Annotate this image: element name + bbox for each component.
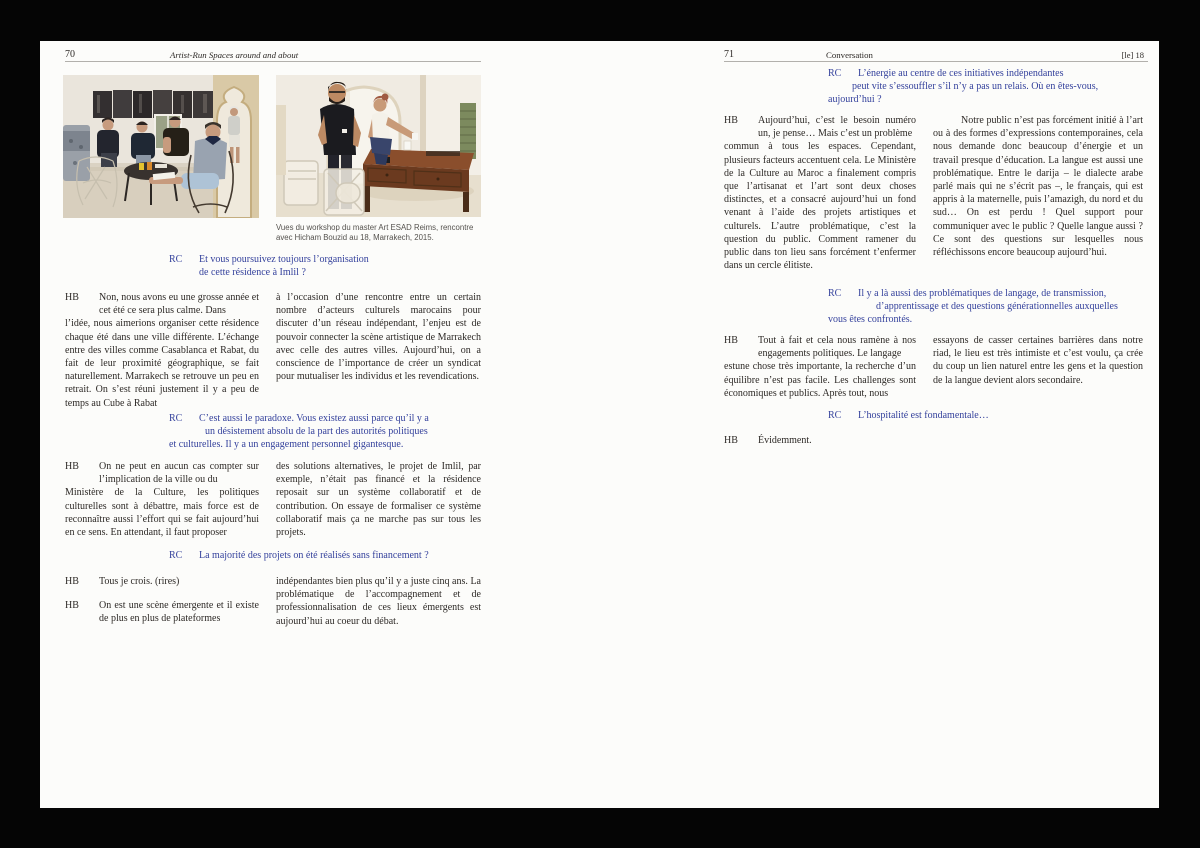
speaker-rc-label: RC — [828, 68, 842, 79]
question-line: L’hospitalité est fondamentale… — [858, 410, 989, 421]
answer-lead: Tout à fait et cela nous ramène à nos engagements politiques. Le langage — [758, 335, 916, 360]
question-line: d’apprentissage et des questions générationnelles auxquelles — [876, 301, 1118, 313]
question-block — [828, 287, 1118, 327]
speaker-hb-label: HB — [65, 576, 79, 587]
answer-lead: Évidemment. — [758, 435, 812, 446]
book-spread — [40, 41, 1159, 808]
answer-text: Ministère de la Culture, les politiques culturelles sont à débattre, mais force est de reconnaître aussi l’effort qui se fait aujourd’hui en ce sens. En attendant, il faut proposer — [65, 487, 259, 539]
question-line: et culturelles. Il y a un engagement personnel gigantesque. — [169, 439, 404, 451]
answer-column-1 — [724, 114, 916, 272]
question-line: La majorité des projets on été réalisés sans financement ? — [199, 550, 429, 561]
speaker-hb-label: HB — [65, 461, 79, 472]
question-line: Il y a là aussi des problématiques de langage, de transmission, — [858, 288, 1107, 299]
question-line: de cette résidence à Imlil ? — [199, 267, 306, 279]
speaker-hb-label: HB — [65, 600, 79, 612]
question-block — [828, 409, 989, 422]
speaker-rc-label: RC — [169, 550, 183, 561]
answer-block — [40, 460, 1159, 539]
photo-caption: Vues du workshop du master Art ESAD Reims, rencontre avec Hicham Bouzid au 18, Marrakech, 2015. — [276, 223, 474, 242]
answer-block — [40, 434, 1159, 447]
answer-lead: On est une scène émergente et il existe de plus en plus de plateformes — [99, 600, 259, 625]
answer-column-2: Notre public n’est pas forcément initié à l’art ou à des formes d’expressions contemporaines, cela nous demande donc beaucoup d’énergie et un travail presque d’éducation. La langue est aussi une problématique. Entre le darija – le dialecte arabe parlé mais qui ne s’écrit pas –, le français, qui est appris à la maternelle, puis l’amazigh, du nord et du sud… On est perdu ! Quel support pour communiquer avec le public ? Quelle langue aussi ? Ce sont des questions sur lesquelles nous réfléchissons encore beaucoup aujourd’hui. — [933, 115, 1143, 259]
question-line: C’est aussi le paradoxe. Vous existez aussi parce qu’il y a — [199, 413, 429, 424]
answer-column-2: essayons de casser certaines barrières dans notre riad, le lieu est très intimiste et c’est voulu, ça crée du coup un lien naturel entre les gens et la question de la langue devient alors secondaire. — [933, 335, 1143, 386]
header-rule-right — [724, 61, 1148, 62]
answer-column-2: indépendantes bien plus qu’il y a juste cinq ans. La problématique de l’accompagnement et de professionnalisation de ces lieux émergents est aujourd’hui au coeur du débat. — [276, 576, 481, 627]
answer-column-2: à l’occasion d’une rencontre entre un certain nombre d’acteurs culturels marocains pour discuter d’un réseau indépendant, l’enjeu est de pouvoir connecter la scène artistique de Marrakech avec celle des autres villes. Aujourd’hui, on a conscience de l’importance de créer un syndicat pour mutualiser les individus et les revendications. — [276, 292, 481, 383]
running-head-left: Artist-Run Spaces around and about — [170, 50, 299, 60]
speaker-hb-label: HB — [724, 435, 738, 446]
question-block — [169, 549, 429, 562]
question-line: peut vite s’essouffler s’il n’y a pas un relais. Où en êtes-vous, — [852, 81, 1099, 93]
page-number-left: 70 — [65, 49, 75, 60]
question-line: aujourd’hui ? — [828, 94, 882, 106]
running-head-right: Conversation — [826, 50, 873, 60]
speaker-rc-label: RC — [169, 254, 183, 265]
answer-text: estune chose très importante, la recherche d’un équilibre n’est pas facile. Les challenges sont économiques et publics. Après tout, nous — [724, 361, 916, 399]
issue-label: [le] 18 — [1121, 50, 1144, 60]
answer-column-1 — [65, 575, 259, 626]
question-block — [828, 67, 1098, 107]
speaker-rc-label: RC — [169, 413, 183, 424]
speaker-rc-label: RC — [828, 288, 842, 299]
speaker-rc-label: RC — [828, 410, 842, 421]
question-line: vous êtes confrontés. — [828, 314, 913, 326]
answer-lead: On ne peut en aucun cas compter sur l’implication de la ville ou du — [99, 461, 259, 486]
answer-block — [40, 114, 1159, 272]
question-line: L’énergie au centre de ces initiatives indépendantes — [858, 68, 1064, 79]
speaker-hb-label: HB — [724, 335, 738, 346]
answer-lead: Tous je crois. (rires) — [99, 576, 180, 587]
answer-text: commun à tous les espaces. Cependant, plusieurs facteurs accentuent cela. Le Ministère de la Culture au Maroc a finalement compris que l’artisanat et l’art sont deux choses distinctes, et a consacré aujourd’hui un fond venant à l’aide des projets artistiques et culturels. L’autre problématique, c’est la question du public. Comment ramener du public dans ton lieu sans forcément t’enfermer dans un cercle élitiste. — [724, 141, 916, 272]
question-line: un désistement absolu de la part des autorités politiques — [205, 426, 428, 438]
speaker-hb-label: HB — [724, 115, 738, 126]
answer-text: l’idée, nous aimerions organiser cette résidence chaque été dans une ville différente. L’échange entre des villes comme Casablanca et Rabat, du fait de leur proximité géographique, se fait naturellement. Marrakech se retrouve un peu en retrait. On s’est réuni justement il y a peu de temps au Cube à Rabat — [65, 318, 259, 409]
answer-block — [40, 334, 1159, 400]
page-number-right: 71 — [724, 49, 734, 60]
answer-lead: Aujourd’hui, c’est le besoin numéro un, je pense… Mais c’est un problème — [758, 115, 916, 140]
answer-column-1 — [724, 434, 916, 447]
answer-column-1 — [724, 334, 916, 400]
speaker-hb-label: HB — [65, 292, 79, 303]
answer-lead: Non, nous avons eu une grosse année et cet été ce sera plus calme. Dans — [99, 292, 259, 317]
header-rule-left — [65, 61, 481, 62]
answer-column-2: des solutions alternatives, le projet de Imlil, par exemple, n’était pas financé et la résidence reposait sur un système collaboratif et de contribution. On essaye de formaliser ce système collaboratif mais ça ne marche pas sur tous les projets. — [276, 461, 481, 539]
question-line: Et vous poursuivez toujours l’organisation — [199, 254, 369, 265]
answer-column-1 — [65, 460, 259, 539]
